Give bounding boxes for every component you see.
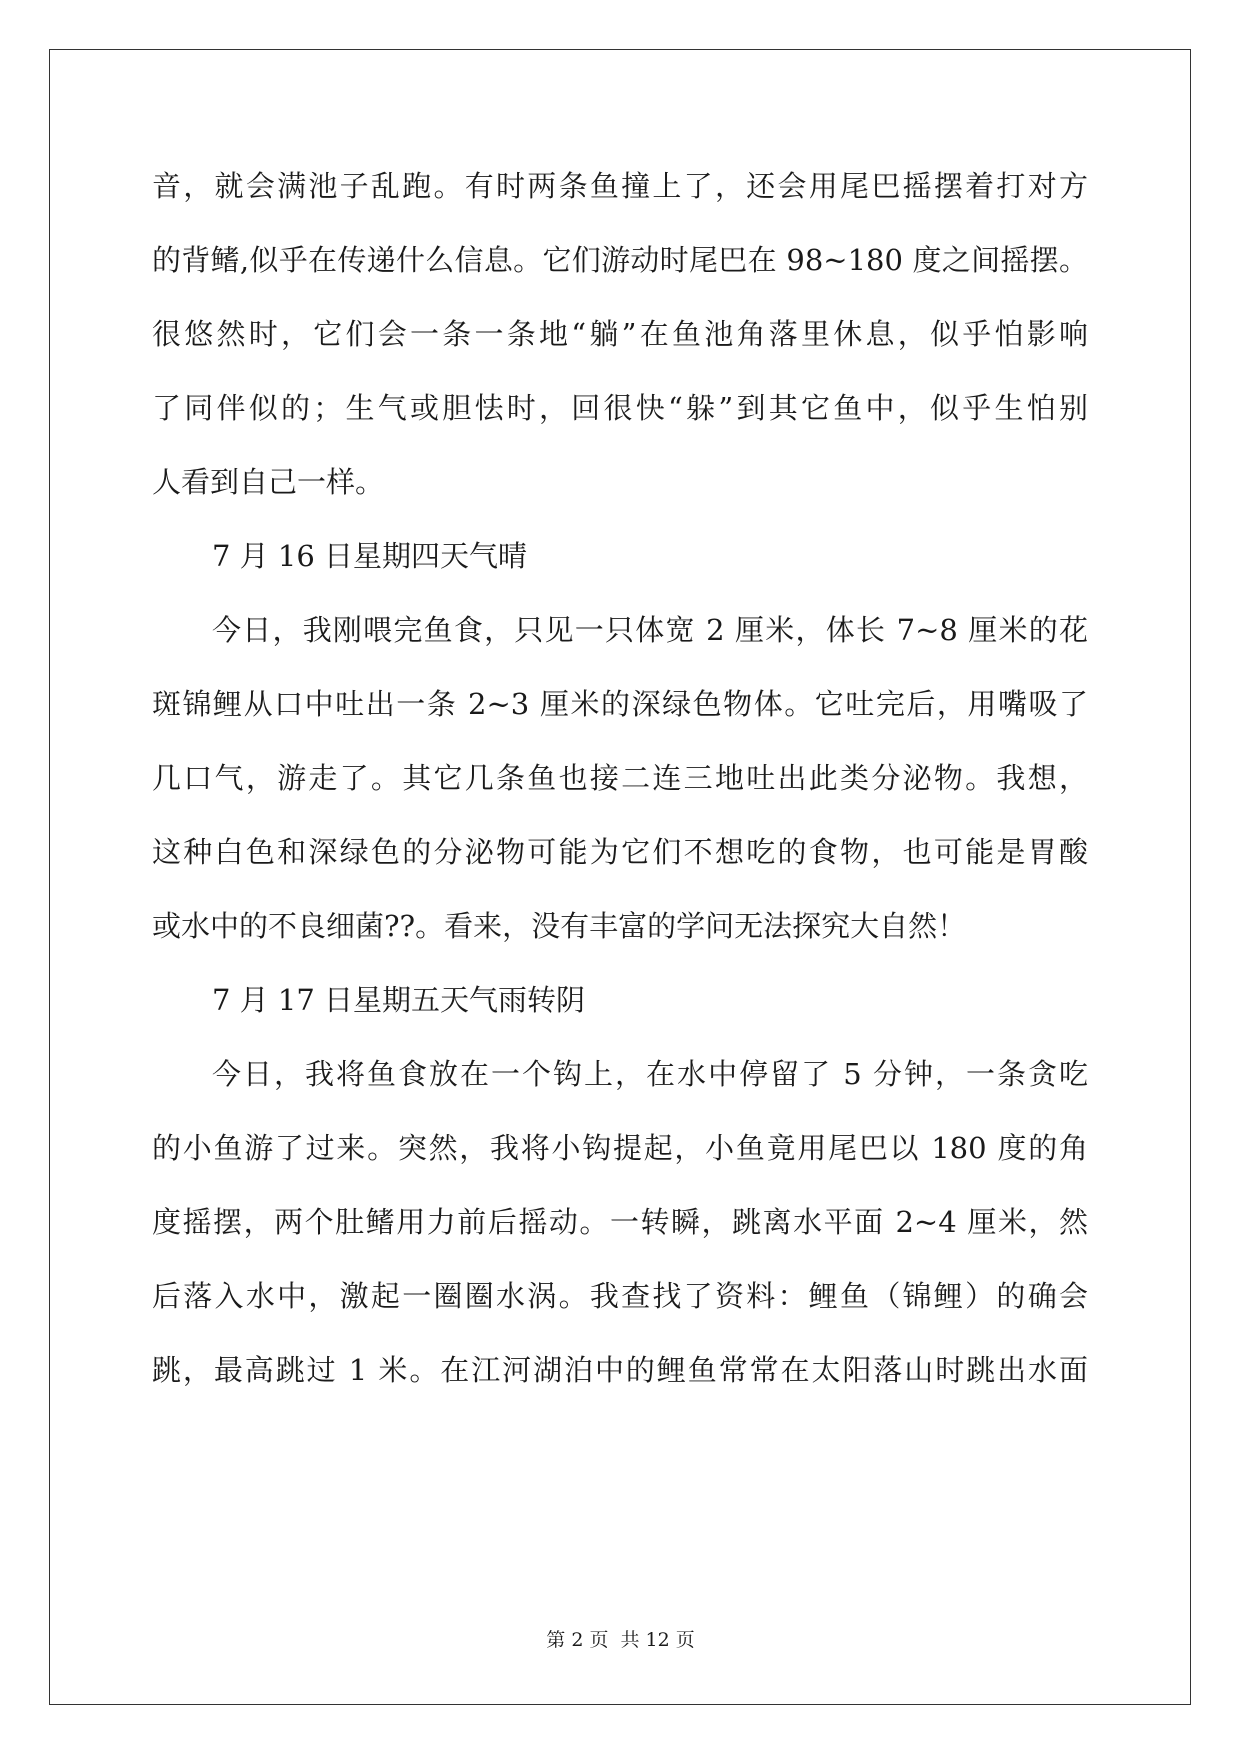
- text-line: 度摇摆，两个肚鳍用力前后摇动。一转瞬，跳离水平面 2~4 厘米，然: [152, 1205, 1088, 1239]
- text-line: 很悠然时，它们会一条一条地“躺”在鱼池角落里休息，似乎怕影响: [152, 317, 1088, 351]
- text-line: 音，就会满池子乱跑。有时两条鱼撞上了，还会用尾巴摇摆着打对方: [152, 169, 1088, 203]
- text-line: 斑锦鲤从口中吐出一条 2~3 厘米的深绿色物体。它吐完后，用嘴吸了: [152, 687, 1088, 721]
- page-number: 第 2 页: [546, 1629, 609, 1651]
- page-border: [49, 49, 1191, 1705]
- text-line: 跳，最高跳过 1 米。在江河湖泊中的鲤鱼常常在太阳落山时跳出水面: [152, 1353, 1088, 1387]
- text-line: 人看到自己一样。: [152, 465, 385, 499]
- date-heading: 7 月 17 日星期五天气雨转阴: [212, 983, 586, 1017]
- page-total: 共 12 页: [620, 1629, 695, 1651]
- date-heading: 7 月 16 日星期四天气晴: [212, 539, 528, 573]
- text-line: 的小鱼游了过来。突然，我将小钩提起，小鱼竟用尾巴以 180 度的角: [152, 1131, 1088, 1165]
- page-footer: [0, 1628, 1241, 1652]
- paragraph-first-line: 今日，我刚喂完鱼食，只见一只体宽 2 厘米，体长 7~8 厘米的花: [212, 613, 1088, 647]
- text-line: 这种白色和深绿色的分泌物可能为它们不想吃的食物，也可能是胃酸: [152, 835, 1088, 869]
- text-line: 的背鳍,似乎在传递什么信息。它们游动时尾巴在 98~180 度之间摇摆。: [152, 243, 1088, 277]
- text-line: 了同伴似的；生气或胆怯时，回很快“躲”到其它鱼中，似乎生怕别: [152, 391, 1088, 425]
- paragraph-first-line: 今日，我将鱼食放在一个钩上，在水中停留了 5 分钟，一条贪吃: [212, 1057, 1088, 1091]
- text-line: 或水中的不良细菌??。看来，没有丰富的学问无法探究大自然！: [152, 909, 967, 943]
- text-line: 后落入水中，激起一圈圈水涡。我查找了资料：鲤鱼（锦鲤）的确会: [152, 1279, 1088, 1313]
- text-line: 几口气，游走了。其它几条鱼也接二连三地吐出此类分泌物。我想，: [152, 761, 1088, 795]
